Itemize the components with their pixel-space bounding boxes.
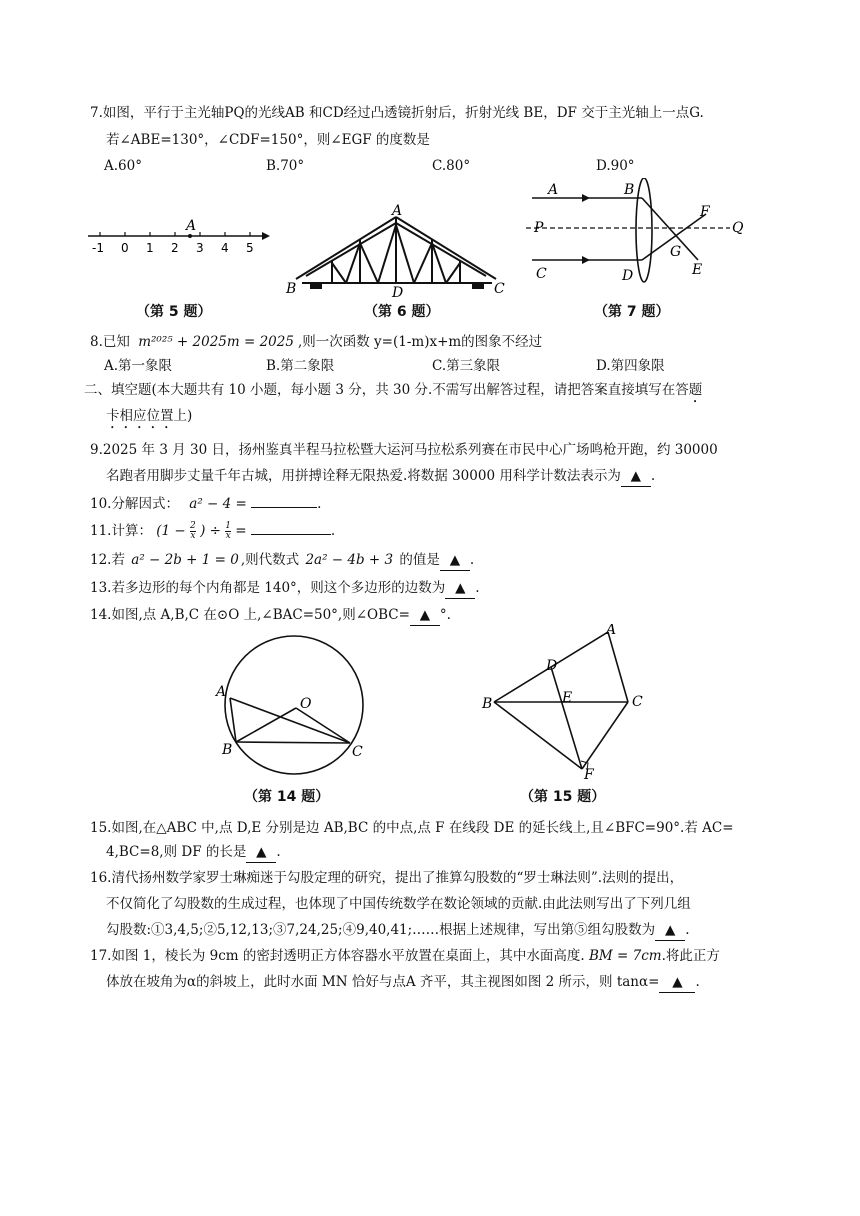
q11-prefix: 11.计算： bbox=[90, 523, 152, 539]
q15-line1: 15.如图,在△ABC 中,点 D,E 分别是边 AB,BC 的中点,点 F 在线段 DE 的延长线上,且∠BFC=90°.若 AC= bbox=[90, 820, 734, 836]
q14-text: 14.如图,点 A,B,C 在⊙O 上,∠BAC=50°,则∠OBC= bbox=[90, 607, 410, 623]
q16-line2: 不仅简化了勾股数的生成过程，也体现了中国传统数学在数论领域的贡献.由此法则写出了下列几组 bbox=[106, 896, 691, 912]
point-e-label: E bbox=[562, 690, 573, 706]
q7-option-b: B.70° bbox=[266, 158, 305, 174]
point-d-label: D bbox=[622, 268, 634, 284]
figure-6-truss bbox=[282, 203, 512, 298]
q11-expression-part: ) ÷ bbox=[200, 523, 221, 539]
point-a-label: A bbox=[392, 203, 403, 219]
figure-15-triangle bbox=[478, 624, 658, 782]
point-c-label: C bbox=[494, 281, 505, 297]
q17-line1 bbox=[90, 946, 720, 966]
q16-text: 勾股数:①3,4,5;②5,12,13;③7,24,25;④9,40,41;……根据上述规律，写出第⑤组勾股数为 bbox=[106, 922, 656, 938]
section-2-dotted-text: 题 bbox=[688, 382, 703, 398]
q16-answer-blank[interactable]: ▲ bbox=[655, 920, 685, 941]
q8-option-d: D.第四象限 bbox=[596, 358, 665, 374]
fraction-denominator: x bbox=[190, 531, 196, 541]
fraction-numerator: 1 bbox=[225, 521, 231, 531]
q8-prefix: 8.已知 bbox=[90, 334, 130, 350]
point-b-label: B bbox=[624, 182, 635, 198]
tick-label: 2 bbox=[171, 241, 179, 255]
section-2-dotted-text: 卡相应位置 bbox=[106, 408, 174, 424]
q9-answer-blank[interactable]: ▲ bbox=[621, 466, 651, 487]
point-f-label: F bbox=[700, 204, 710, 220]
point-o-label: O bbox=[300, 696, 312, 712]
q10-answer-blank[interactable] bbox=[251, 507, 317, 508]
q15-answer-blank[interactable]: ▲ bbox=[246, 842, 276, 863]
q16-line3: 勾股数:①3,4,5;②5,12,13;③7,24,25;④9,40,41;……根据上述规律，写出第⑤组勾股数为 ▲ . bbox=[106, 920, 689, 941]
figure-5-caption: （第 5 题） bbox=[136, 304, 212, 320]
q16-line1: 16.清代扬州数学家罗士琳痴迷于勾股定理的研究，提出了推算勾股数的“罗士琳法则”.法则的提出， bbox=[90, 870, 684, 886]
q12-expression: 2a² − 4b + 3 bbox=[305, 552, 394, 568]
q8-option-b: B.第二象限 bbox=[266, 358, 335, 374]
fraction-denominator: x bbox=[225, 531, 231, 541]
q9-line2: 名跑者用脚步丈量千年古城，用拼搏诠释无限热爱.将数据 30000 用科学计数法表示为 ▲ . bbox=[106, 466, 655, 487]
q9-text: 名跑者用脚步丈量千年古城，用拼搏诠释无限热爱.将数据 30000 用科学计数法表示为 bbox=[106, 468, 621, 484]
section-2-line1: 二、填空题(本大题共有 10 小题，每小题 3 分，共 30 分.不需写出解答过程，请把答案直接填写在答 bbox=[84, 382, 689, 398]
q11-expression-part: (1 − bbox=[156, 523, 186, 539]
q9-line1: 9.2025 年 3 月 30 日，扬州鉴真半程马拉松暨大运河马拉松系列赛在市民中心广场鸣枪开跑，约 30000 bbox=[90, 442, 718, 458]
point-d-label: D bbox=[392, 285, 404, 298]
q8-option-a: A.第一象限 bbox=[104, 358, 173, 374]
q17-text-end: .将此正方 bbox=[661, 948, 720, 964]
point-f-label: F bbox=[584, 767, 594, 782]
q13-text: 13.若多边形的每个内角都是 140°，则这个多边形的边数为 bbox=[90, 580, 446, 596]
q17-text: 17.如图 1，棱长为 9cm 的密封透明正方体容器水平放置在桌面上，其中水面高度. bbox=[90, 948, 585, 964]
tick-label: 4 bbox=[221, 241, 229, 255]
q15-text: 4,BC=8,则 DF 的长是 bbox=[106, 844, 247, 860]
point-c-label: C bbox=[536, 266, 547, 282]
point-a-label: A bbox=[186, 218, 197, 234]
q17-equation: BM = 7cm bbox=[588, 948, 662, 964]
q7-line1: 7.如图，平行于主光轴PQ的光线AB 和CD经过凸透镜折射后，折射光线 BE，DF 交于主光轴上一点G. bbox=[90, 105, 704, 121]
tick-label: 5 bbox=[246, 241, 254, 255]
q14-unit: °. bbox=[439, 607, 451, 623]
tick-label: 3 bbox=[196, 241, 204, 255]
point-a-label: A bbox=[216, 684, 227, 700]
q8-equation: m²⁰²⁵ + 2025m = 2025 bbox=[138, 334, 294, 350]
q11-fraction bbox=[190, 522, 196, 541]
q12-prefix: 12.若 bbox=[90, 552, 125, 568]
point-q-label: Q bbox=[732, 220, 744, 236]
point-d-label: D bbox=[546, 658, 558, 674]
point-g-label: G bbox=[670, 244, 682, 260]
tick-label: 1 bbox=[146, 241, 154, 255]
q8-option-c: C.第三象限 bbox=[432, 358, 501, 374]
q17-line2: 体放在坡角为α的斜坡上，此时水面 MN 恰好与点A 齐平，其主视图如图 2 所示，则 tanα= ▲ . bbox=[106, 972, 700, 993]
figure-14-caption: （第 14 题） bbox=[244, 789, 330, 805]
q11-line: 11.计算： (1 − $\frac{2}{x}$ ) ÷ $\frac{1}{x}$ = . bbox=[90, 521, 336, 541]
q11-equals: = bbox=[235, 523, 247, 539]
q11-answer-blank[interactable] bbox=[251, 534, 331, 535]
point-c-label: C bbox=[632, 694, 643, 710]
q14-line bbox=[90, 605, 451, 626]
q15-line2: 4,BC=8,则 DF 的长是 ▲ . bbox=[106, 842, 281, 863]
q7-option-d: D.90° bbox=[596, 158, 635, 174]
figure-5-number-line bbox=[84, 216, 274, 256]
q12-suffix: 的值是 bbox=[399, 552, 440, 568]
fraction-numerator: 2 bbox=[190, 521, 196, 531]
point-e-label: E bbox=[692, 262, 703, 278]
q10-line: 10.分解因式： a² − 4 = . bbox=[90, 496, 322, 512]
point-b-label: B bbox=[482, 696, 493, 712]
point-a-label: A bbox=[548, 182, 559, 198]
q12-equation: a² − 2b + 1 = 0 bbox=[131, 552, 239, 568]
point-b-label: B bbox=[222, 742, 233, 758]
q12-line: 12.若 a² − 2b + 1 = 0 ,则代数式 2a² − 4b + 3 的值是 ▲ . bbox=[90, 550, 474, 571]
section-2-line2 bbox=[106, 406, 192, 432]
q14-answer-blank[interactable]: ▲ bbox=[410, 605, 440, 626]
q7-line2: 若∠ABE=130°，∠CDF=150°，则∠EGF 的度数是 bbox=[106, 132, 430, 148]
figure-7-lens bbox=[520, 178, 760, 296]
q8-suffix: ,则一次函数 y=(1-m)x+m的图象不经过 bbox=[297, 334, 543, 350]
q7-option-c: C.80° bbox=[432, 158, 471, 174]
point-p-label: P bbox=[534, 220, 544, 236]
q11-fraction bbox=[225, 522, 231, 541]
q10-expression: a² − 4 = bbox=[189, 496, 247, 512]
figure-15-caption: （第 15 题） bbox=[520, 789, 606, 805]
point-a-label: A bbox=[606, 624, 617, 638]
q13-answer-blank[interactable]: ▲ bbox=[445, 578, 475, 599]
tick-label: -1 bbox=[92, 241, 104, 255]
q13-line: 13.若多边形的每个内角都是 140°，则这个多边形的边数为 ▲ . bbox=[90, 578, 480, 599]
figure-7-caption: （第 7 题） bbox=[594, 304, 670, 320]
figure-14-circle bbox=[212, 630, 382, 780]
tick-label: 0 bbox=[121, 241, 129, 255]
q17-answer-blank[interactable]: ▲ bbox=[659, 972, 695, 993]
point-c-label: C bbox=[352, 744, 363, 760]
q17-text: 体放在坡角为α的斜坡上，此时水面 MN 恰好与点A 齐平，其主视图如图 2 所示，则 tanα= bbox=[106, 974, 660, 990]
q12-answer-blank[interactable]: ▲ bbox=[440, 550, 470, 571]
figure-6-caption: （第 6 题） bbox=[364, 304, 440, 320]
q8-line bbox=[90, 332, 542, 352]
section-2-heading bbox=[84, 380, 702, 406]
point-b-label: B bbox=[286, 281, 297, 297]
section-2-line2-end: 上) bbox=[173, 408, 193, 424]
q7-option-a: A.60° bbox=[104, 158, 142, 174]
q12-mid: ,则代数式 bbox=[240, 552, 300, 568]
q10-prefix: 10.分解因式： bbox=[90, 496, 179, 512]
